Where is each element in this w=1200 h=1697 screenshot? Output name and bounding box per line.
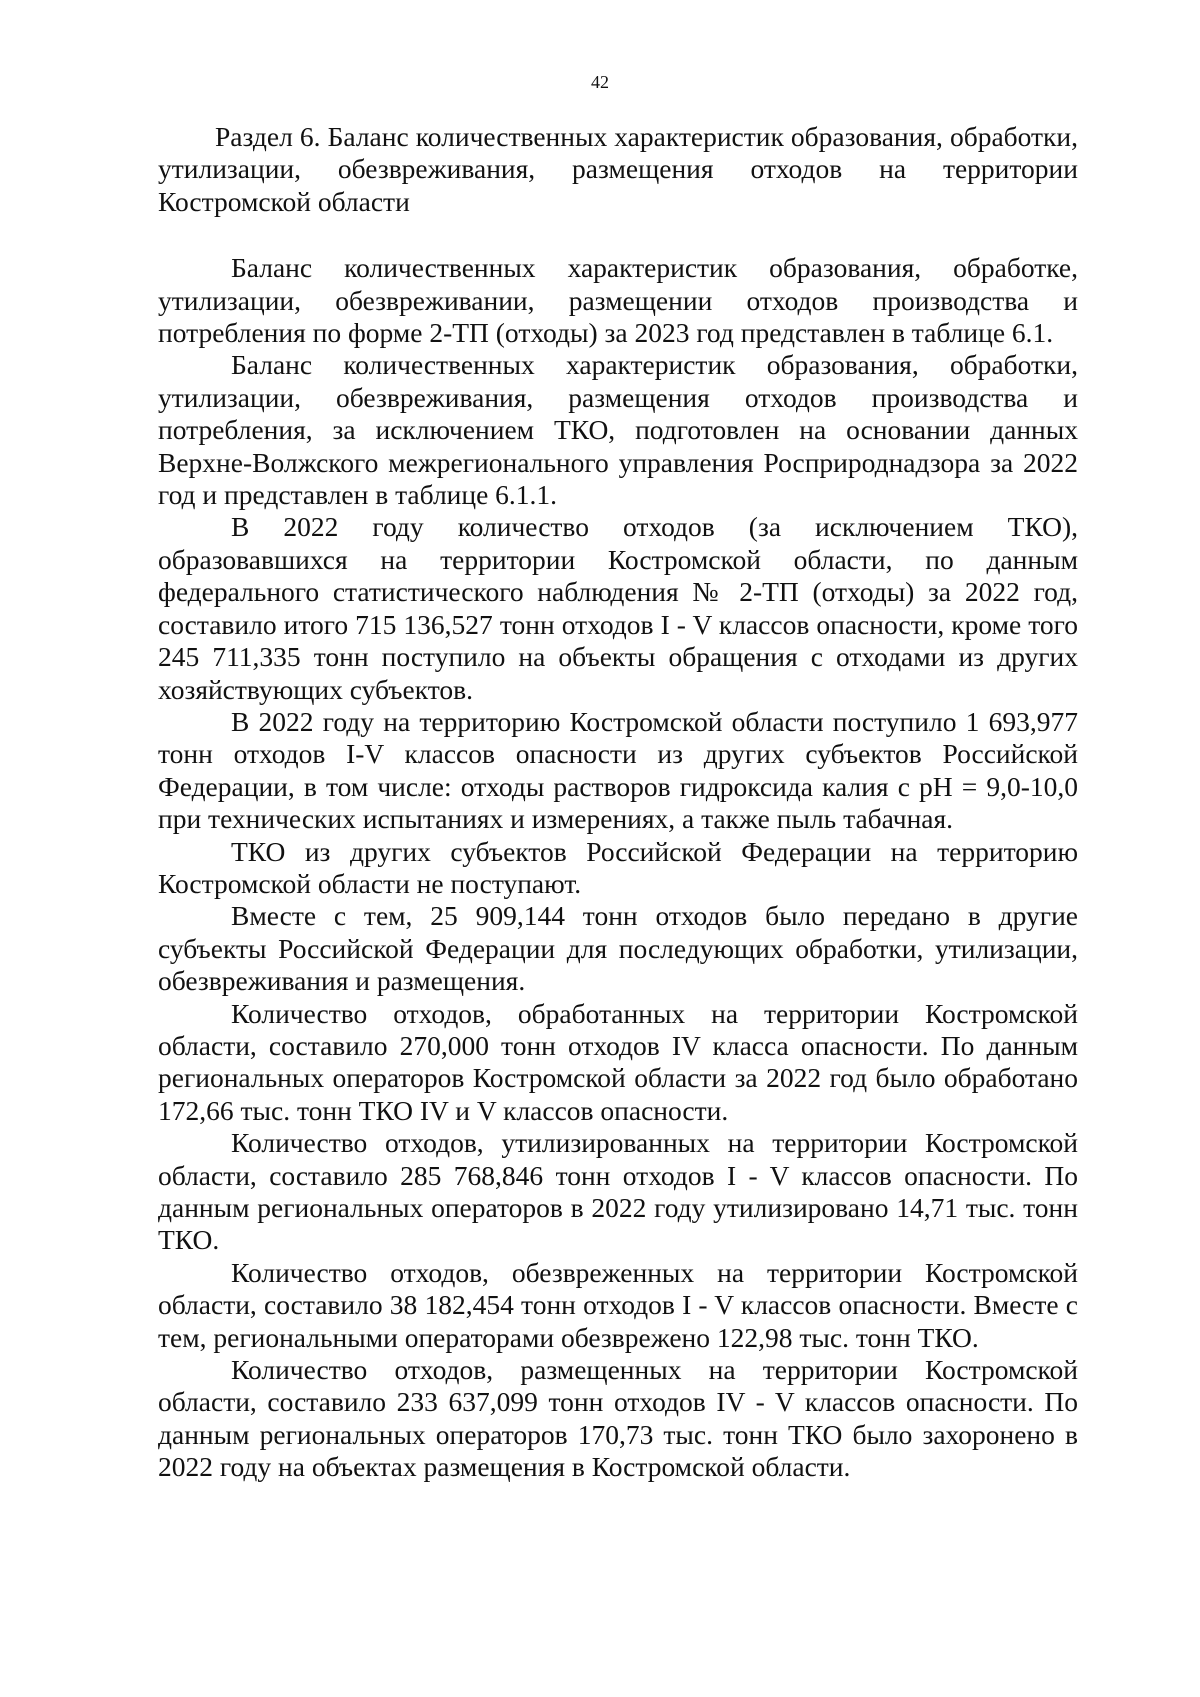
paragraph-waste-placed: Количество отходов, размещенных на территории Костромской области, составило 233 637,099 тонн отходов IV - V классов опасности. По данным региональных операторов 170,73 тыс. тонн ТКО было захоронено в 2022 году на объектах размещения в Костромской области. [158, 1354, 1078, 1483]
paragraph-tko-not-received: ТКО из других субъектов Российской Федерации на территорию Костромской области не поступают. [158, 835, 1078, 899]
paragraph-waste-generated: В 2022 году количество отходов (за исключением ТКО), образовавшихся на территории Костромской области, по данным федерального статистического наблюдения № 2-ТП (отходы) за 2022 год, составило итого 715 136,527 тонн отходов I - V классов опасности, кроме того 245 711,335 тонн поступило на объекты обращения с отходами из других хозяйствующих субъектов. [158, 511, 1078, 705]
paragraph-balance-2022: Баланс количественных характеристик образования, обработки, утилизации, обезвреживания, размещения отходов производства и потребления, за исключением ТКО, подготовлен на основании данных Верхне-Волжского межрегионального управления Росприроднадзора за 2022 год и представлен в таблице 6.1.1. [158, 349, 1078, 511]
paragraph-waste-utilized: Количество отходов, утилизированных на территории Костромской области, составило 285 768,846 тонн отходов I - V классов опасности. По данным региональных операторов в 2022 году утилизировано 14,71 тыс. тонн ТКО. [158, 1127, 1078, 1256]
paragraph-waste-received: В 2022 году на территорию Костромской области поступило 1 693,977 тонн отходов I-V классов опасности из других субъектов Российской Федерации, в том числе: отходы растворов гидроксида калия с pH = 9,0-10,0 при технических испытаниях и измерениях, а также пыль табачная. [158, 705, 1078, 835]
section-heading: Раздел 6. Баланс количественных характеристик образования, обработки, утилизации, обезвреживания, размещения отходов на территории Костромской области [158, 121, 1078, 217]
paragraph-waste-transferred: Вместе с тем, 25 909,144 тонн отходов было передано в другие субъекты Российской Федерации для последующих обработки, утилизации, обезвреживания и размещения. [158, 900, 1078, 997]
document-body [158, 121, 1078, 1484]
paragraph-balance-2023: Баланс количественных характеристик образования, обработке, утилизации, обезвреживании, размещении отходов производства и потребления по форме 2-ТП (отходы) за 2023 год представлен в таблице 6.1. [158, 252, 1078, 349]
paragraph-waste-neutralized: Количество отходов, обезвреженных на территории Костромской области, составило 38 182,454 тонн отходов I - V классов опасности. Вместе с тем, региональными операторами обезврежено 122,98 тыс. тонн ТКО. [158, 1256, 1078, 1353]
paragraph-waste-processed: Количество отходов, обработанных на территории Костромской области, составило 270,000 тонн отходов IV класса опасности. По данным региональных операторов Костромской области за 2022 год было обработано 172,66 тыс. тонн ТКО IV и V классов опасности. [158, 997, 1078, 1126]
page-number: 42 [591, 72, 609, 92]
